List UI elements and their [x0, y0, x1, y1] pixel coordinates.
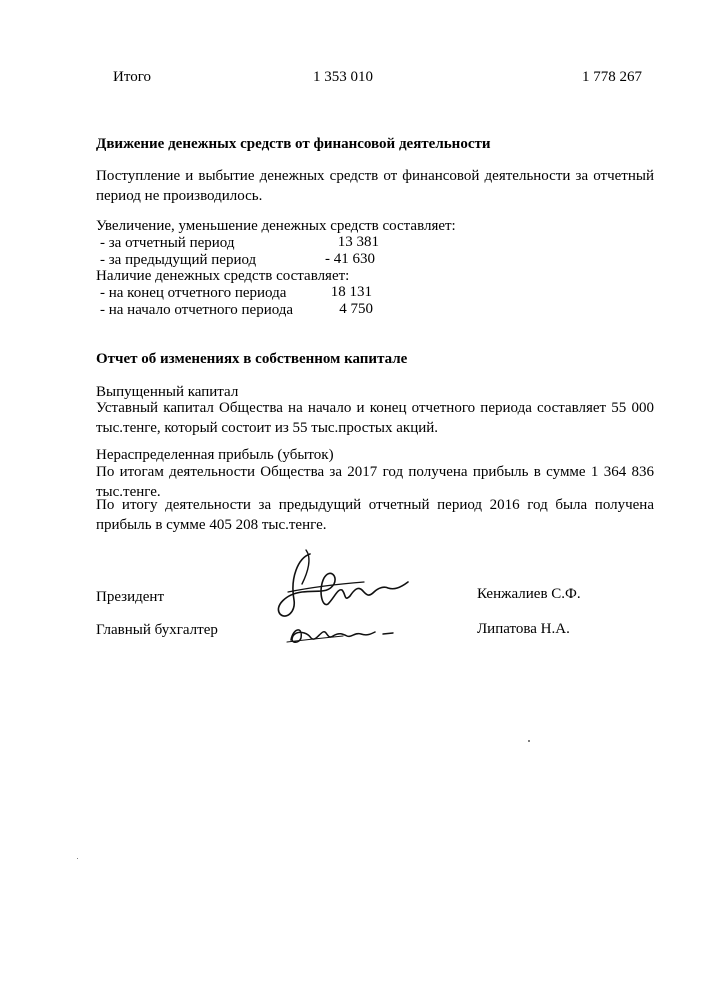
retained-text-2016: По итогу деятельности за предыдущий отчетный период 2016 год была получена прибыль в сумме 405 208 тыс.тенге.	[96, 497, 654, 533]
equity-heading: Отчет об изменениях в собственном капитале	[96, 351, 408, 367]
scan-speck	[77, 858, 78, 859]
issued-capital-text: Уставный капитал Общества на начало и конец отчетного периода составляет 55 000 тыс.тенге, который состоит из 55 тыс.простых акций.	[96, 400, 654, 436]
scan-speck	[528, 740, 530, 742]
total-value-current: 1 353 010	[313, 69, 373, 85]
president-signature	[268, 548, 413, 626]
change-item-value: 13 381	[337, 234, 379, 250]
cash-item-value: 18 131	[330, 284, 372, 300]
change-item-label: - за предыдущий период	[100, 252, 257, 268]
issued-capital-heading: Выпущенный капитал	[96, 384, 239, 400]
financing-heading: Движение денежных средств от финансовой деятельности	[96, 136, 491, 152]
president-title: Президент	[96, 589, 164, 605]
change-heading: Увеличение, уменьшение денежных средств составляет:	[96, 218, 456, 234]
chief-accountant-name: Липатова Н.А.	[477, 621, 570, 637]
retained-heading: Нераспределенная прибыль (убыток)	[96, 447, 334, 463]
financing-paragraph: Поступление и выбытие денежных средств от финансовой деятельности за отчетный период не производилось.	[96, 168, 654, 204]
chief-accountant-title: Главный бухгалтер	[96, 622, 218, 638]
change-item-value: - 41 630	[325, 251, 375, 267]
cash-item-label: - на конец отчетного периода	[100, 285, 287, 301]
total-label: Итого	[113, 69, 151, 85]
president-name: Кенжалиев С.Ф.	[477, 586, 581, 602]
cash-item-value: 4 750	[339, 301, 373, 317]
cash-heading: Наличие денежных средств составляет:	[96, 268, 350, 284]
total-value-previous: 1 778 267	[582, 69, 642, 85]
cash-item-label: - на начало отчетного периода	[100, 302, 294, 318]
change-item-label: - за отчетный период	[100, 235, 235, 251]
chief-accountant-signature	[283, 618, 398, 648]
retained-text-2017: По итогам деятельности Общества за 2017 год получена прибыль в сумме 1 364 836 тыс.тенге.	[96, 464, 654, 500]
